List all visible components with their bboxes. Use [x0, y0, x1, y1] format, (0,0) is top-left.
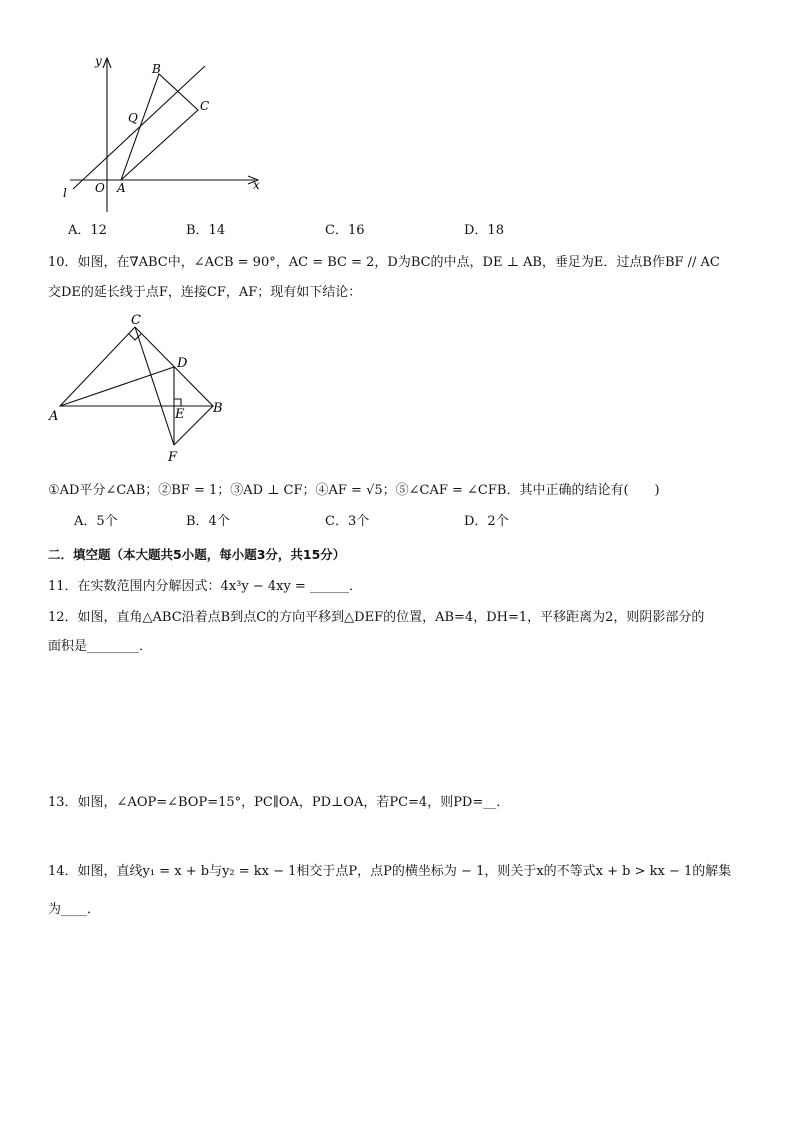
label-b: B — [152, 62, 161, 76]
label-a: A — [117, 181, 126, 195]
q9-option-d[interactable]: D．18 — [464, 223, 504, 238]
label-l: l — [63, 186, 67, 200]
triangle-abc — [121, 74, 198, 180]
q9-option-b[interactable]: B．14 — [186, 223, 226, 238]
q13-text: 13．如图，∠AOP=∠BOP=15°，PC∥OA，PD⊥OA，若PC=4，则PD=__． — [48, 795, 510, 810]
label-x: x — [253, 178, 260, 192]
q14-line1: 14．如图，直线y₁ = x + b与y₂ = kx − 1相交于点P，点P的横坐标为 − 1，则关于x的不等式x + b > kx − 1的解集 — [48, 864, 732, 879]
q10-conclusions: ①AD平分∠CAB；②BF = 1；③AD ⊥ CF；④AF = √5；⑤∠CAF = ∠CFB．其中正确的结论有( ) — [48, 483, 660, 498]
segment-ad — [60, 367, 174, 406]
q9-option-a[interactable]: A．12 — [68, 223, 107, 238]
q12-line1: 12．如图，直角△ABC沿着点B到点C的方向平移到△DEF的位置，AB=4，DH=1，平移距离为2，则阴影部分的 — [48, 610, 705, 625]
q9-option-c[interactable]: C．16 — [325, 223, 365, 238]
label-c: C — [200, 99, 210, 113]
label-e: E — [175, 407, 185, 422]
segment-cf — [135, 327, 174, 445]
q10-option-c[interactable]: C．3个 — [325, 514, 370, 529]
q10-option-b[interactable]: B．4个 — [186, 514, 230, 529]
triangle-figure — [45, 310, 235, 470]
q14-line2: 为____． — [48, 902, 101, 917]
section-heading: 二．填空题（本大题共5小题，每小题3分，共15分） — [48, 547, 346, 562]
coordinate-figure — [55, 52, 270, 217]
label-y: y — [95, 54, 102, 68]
label-q: Q — [128, 111, 138, 125]
q10-stem-line1: 10．如图，在∇ABC中，∠ACB = 90°，AC = BC = 2，D为BC的中点，DE ⊥ AB，垂足为E．过点B作BF // AC — [48, 255, 720, 270]
label-b: B — [213, 401, 223, 416]
label-o: O — [95, 181, 105, 195]
line-l — [73, 66, 205, 189]
q10-option-d[interactable]: D．2个 — [464, 514, 509, 529]
label-d: D — [177, 356, 188, 371]
q10-option-a[interactable]: A．5个 — [74, 514, 118, 529]
right-angle-e — [174, 399, 181, 406]
q10-stem-line2: 交DE的延长线于点F，连接CF，AF；现有如下结论： — [48, 285, 362, 300]
q12-line2: 面积是________． — [48, 639, 153, 654]
label-c: C — [131, 313, 141, 328]
q11-text: 11．在实数范围内分解因式：4x³y − 4xy = ______． — [48, 579, 362, 594]
label-f: F — [168, 450, 178, 465]
label-a: A — [49, 409, 59, 424]
